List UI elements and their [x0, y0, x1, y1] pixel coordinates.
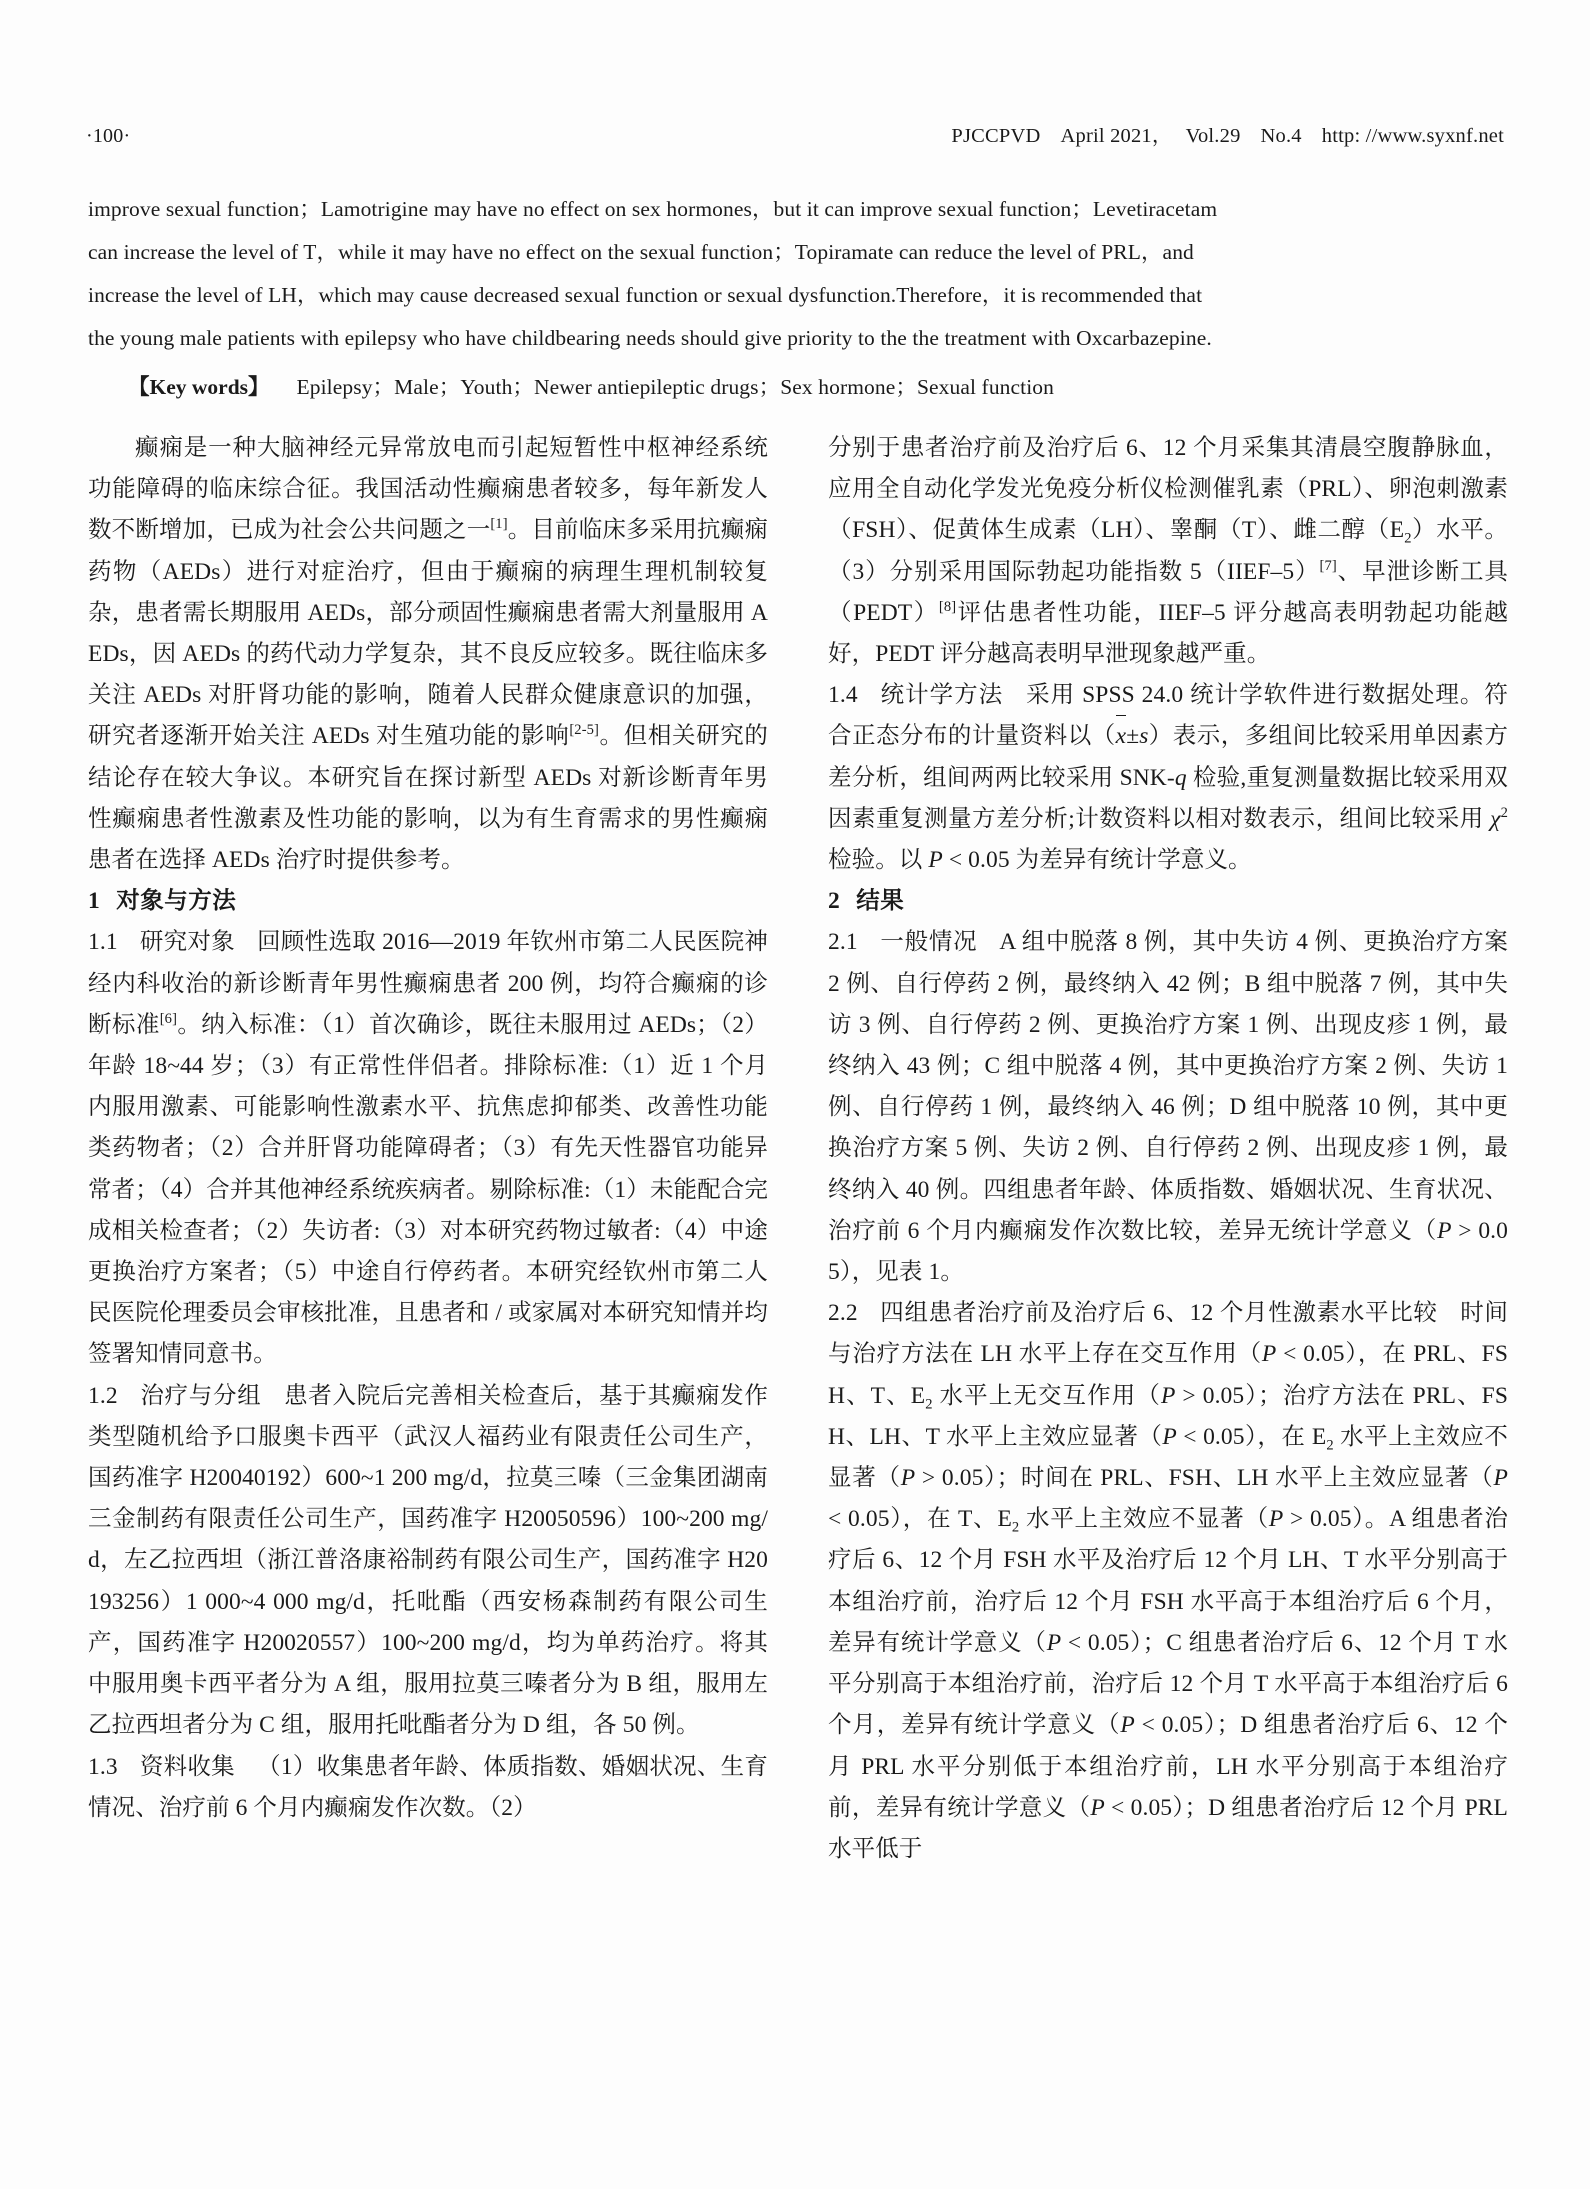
journal-citation-line	[951, 118, 1504, 148]
page-folio: ·100·	[86, 125, 131, 147]
p-symbol: P	[1261, 1341, 1277, 1368]
subsection-1-1	[88, 922, 768, 1375]
subsection-2-2	[828, 1293, 1508, 1870]
continued-methods-paragraph	[828, 428, 1508, 675]
subsection-2-1-number: 2.1	[828, 929, 858, 956]
subsection-2-1-title: 一般情况	[879, 929, 978, 956]
subsection-2-1-text: A 组中脱落 8 例，其中失访 4 例、更换治疗方案 2 例、自行停药 2 例，最终纳入 42 例；B 组中脱落 7 例，其中失访 3 例、自行停药 2 例、更换治疗方案 1 例、出现皮疹 1 例，最终纳入 43 例；C 组中脱落 4 例，其中更换治疗方案 2 例、失访 1 例、自行停药 1 例，最终纳入 46 例；D 组中脱落 10 例，其中更换治疗方案 5 例、失访 2 例、自行停药 2 例、出现皮疹 1 例，最终纳入 40 例。四组患者年龄、体质指数、婚姻状况、生育状况、治疗前 6 个月内癫痫发作次数比较，差异无统计学意义（P > 0.05），见表 1。	[828, 929, 1508, 1286]
issue-month-year: April 2021，	[1060, 125, 1173, 147]
reference-marker: [8]	[938, 598, 957, 615]
subsection-1-4-text-f: < 0.05 为差异有统计学意义。	[942, 847, 1252, 874]
volume-number: Vol.29	[1185, 125, 1241, 147]
p-symbol: P	[1160, 1382, 1176, 1409]
section-1-number: 1	[88, 888, 101, 915]
subscript-2: 2	[1326, 1437, 1334, 1454]
subscript-2: 2	[925, 1396, 933, 1413]
abstract-block	[88, 188, 1508, 409]
abstract-line-2: can increase the level of T，while it may have no effect on the sexual function；Topiramate can reduce the level of PRL，and	[88, 240, 1194, 264]
subsection-2-2-text: 时间与治疗方法在 LH 水平上存在交互作用（P < 0.05），在 PRL、FSH、T、$E_2$ 水平上无交互作用（P > 0.05）；治疗方法在 PRL、FSH、LH、T 水平上主效应显著（P < 0.05），在 $E_2$ 水平上主效应不显著（P > 0.05）；时间在 PRL、FSH、LH 水平上主效应显著（P < 0.05），在 T、$E_2$ 水平上主效应不显著（P > 0.05）。A 组患者治疗后 6、12 个月 FSH 水平及治疗后 12 个月 LH、T 水平分别高于本组治疗前，治疗后 12 个月 FSH 水平高于本组治疗后 6 个月，差异有统计学意义（P < 0.05）；C 组患者治疗后 6、12 个月 T 水平分别高于本组治疗前，治疗后 12 个月 T 水平高于本组治疗后 6 个月，差异有统计学意义（P < 0.05）；D 组患者治疗后 6、12 个月 PRL 水平分别低于本组治疗前，LH 水平分别高于本组治疗前，差异有统计学意义（P < 0.05）；D 组患者治疗后 12 个月 PRL 水平低于	[828, 1300, 1509, 1862]
keywords-label: 【Key words】	[128, 375, 270, 399]
reference-marker: [1]	[490, 516, 508, 533]
section-2-title: 结果	[856, 888, 905, 915]
p-symbol: P	[1268, 1506, 1284, 1533]
subsection-1-2-number: 1.2	[88, 1382, 118, 1409]
subsection-1-3	[88, 1747, 768, 1829]
p-symbol: P	[928, 847, 943, 874]
p-symbol: P	[1090, 1794, 1105, 1821]
s-symbol: s	[1139, 723, 1149, 750]
section-2-number: 2	[828, 888, 841, 915]
journal-abbreviation: PJCCPVD	[951, 125, 1041, 147]
p-symbol: P	[1437, 1217, 1452, 1244]
p-symbol: P	[1120, 1712, 1135, 1739]
subsection-1-4-number: 1.4	[828, 682, 858, 709]
reference-marker: [2-5]	[569, 722, 599, 739]
journal-url: http: //www.syxnf.net	[1321, 125, 1504, 147]
subsection-1-2-text: 患者入院后完善相关检查后，基于其癫痫发作类型随机给予口服奥卡西平（武汉人福药业有限责任公司生产，国药准字 H20040192）600~1 200 mg/d，拉莫三嗪（三金集团湖南三金制药有限责任公司生产，国药准字 H20050596）100~200 mg/d，左乙拉西坦（浙江普洛康裕制药有限公司生产，国药准字 H20193256）1 000~4 000 mg/d，托吡酯（西安杨森制药有限公司生产，国药准字 H20020557）100~200 mg/d，均为单药治疗。将其中服用奥卡西平者分为 A 组，服用拉莫三嗪者分为 B 组，服用左乙拉西坦者分为 C 组，服用托吡酯者分为 D 组，各 50 例。	[88, 1382, 769, 1739]
subsection-2-1	[828, 922, 1508, 1293]
subsection-1-1-title: 研究对象	[139, 929, 235, 956]
reference-marker: [7]	[1319, 557, 1337, 574]
subsection-2-2-number: 2.2	[828, 1300, 858, 1327]
p-symbol: P	[1493, 1465, 1508, 1492]
subsection-1-2	[88, 1376, 768, 1747]
right-column	[828, 428, 1508, 2128]
subsection-1-4-text-c: ）表示，多组间比较采用单因素方差分析，组间两两比较采用 SNK-	[828, 723, 1509, 791]
abstract-line-1: improve sexual function；Lamotrigine may have no effect on sex hormones，but it can improve sexual function；Levetiracetam	[88, 197, 1218, 221]
subsection-1-2-title: 治疗与分组	[139, 1382, 262, 1409]
intro-text: 癫痫是一种大脑神经元异常放电而引起短暂性中枢神经系统功能障碍的临床综合征。我国活动性癫痫患者较多，每年新发人数不断增加，已成为社会公共问题之一[1]。目前临床多采用抗癫痫药物（AEDs）进行对症治疗，但由于癫痫的病理生理机制较复杂，患者需长期服用 AEDs，部分顽固性癫痫患者需大剂量服用 AEDs，因 AEDs 的药代动力学复杂，其不良反应较多。既往临床多关注 AEDs 对肝肾功能的影响，随着人民群众健康意识的加强，研究者逐渐开始关注 AEDs 对生殖功能的影响[2-5]。但相关研究的结论存在较大争议。本研究旨在探讨新型 AEDs 对新诊断青年男性癫痫患者性激素及性功能的影响，以为有生育需求的男性癫痫患者在选择 AEDs 治疗时提供参考。	[88, 435, 768, 874]
q-symbol: q	[1174, 764, 1187, 791]
p-symbol: P	[1162, 1423, 1177, 1450]
continued-methods-text: 分别于患者治疗前及治疗后 6、12 个月采集其清晨空腹静脉血，应用全自动化学发光免疫分析仪检测催乳素（PRL）、卵泡刺激素（FSH）、促黄体生成素（LH）、睾酮（T）、雌二醇$(E_2)$水平。（3）分别采用国际勃起功能指数 5（IIEF–5）[7]、早泄诊断工具（PEDT）[8]评估患者性功能，IIEF–5 评分越高表明勃起功能越好，PEDT 评分越高表明早泄现象越严重。	[828, 435, 1509, 668]
subsection-1-1-text: 回顾性选取 2016—2019 年钦州市第二人民医院神经内科收治的新诊断青年男性癫痫患者 200 例，均符合癫痫的诊断标准[6]。纳入标准：（1）首次确诊，既往未服用过 AEDs；（2）年龄 18~44 岁；（3）有正常性伴侣者。排除标准:（1）近 1 个月内服用激素、可能影响性激素水平、抗焦虑抑郁类、改善性功能类药物者；（2）合并肝肾功能障碍者；（3）有先天性器官功能异常者；（4）合并其他神经系统疾病者。剔除标准:（1）未能配合完成相关检查者；（2）失访者:（3）对本研究药物过敏者:（4）中途更换治疗方案者；（5）中途自行停药者。本研究经钦州市第二人民医院伦理委员会审核批准，且患者和 / 或家属对本研究知情并均签署知情同意书。	[88, 929, 768, 1368]
intro-paragraph	[88, 428, 768, 881]
subsection-1-3-number: 1.3	[88, 1753, 118, 1780]
p-symbol: P	[900, 1465, 916, 1492]
keywords-text: Epilepsy；Male；Youth；Newer antiepileptic drugs；Sex hormone；Sexual function	[296, 375, 1055, 399]
body-columns	[88, 428, 1508, 2128]
subsection-1-4	[828, 675, 1508, 881]
keywords-line	[88, 366, 1508, 409]
subsection-1-4-text-e: 检验。以	[828, 847, 929, 874]
subsection-1-4-title: 统计学方法	[879, 682, 1004, 709]
section-1-title: 对象与方法	[116, 888, 237, 915]
running-head	[86, 118, 1504, 150]
section-heading-2	[828, 881, 1508, 922]
xbar-symbol: x	[1116, 716, 1127, 757]
subscript-2: 2	[1011, 1519, 1020, 1536]
reference-marker: [6]	[159, 1011, 178, 1028]
subsection-1-4-text-d: 检验,重复测量数据比较采用双因素重复测量方差分析;计数资料以相对数表示，组间比较采用	[828, 764, 1508, 832]
left-column	[88, 428, 768, 2128]
subsection-1-4-text-a: 采用 SPSS 24.0 统计学软件进行数据处理。符合正态分布的计量资料以（	[828, 682, 1508, 750]
issue-number: No.4	[1260, 125, 1302, 147]
p-symbol: P	[1046, 1629, 1062, 1656]
subsection-1-3-title: 资料收集	[139, 1753, 235, 1780]
subsection-1-1-number: 1.1	[88, 929, 118, 956]
plusminus-symbol: ±	[1126, 723, 1140, 750]
abstract-line-4: the young male patients with epilepsy who have childbearing needs should give priority to the the treatment with Oxcarbazepine.	[88, 326, 1212, 350]
subsection-2-2-title: 四组患者治疗前及治疗后 6、12 个月性激素水平比较	[879, 1300, 1438, 1327]
chi-symbol: χ	[1490, 805, 1501, 832]
abstract-line-3: increase the level of LH，which may cause decreased sexual function or sexual dysfunction.Therefore，it is recommended that	[88, 283, 1203, 307]
section-heading-1	[88, 881, 768, 922]
subsection-1-3-text: （1）收集患者年龄、体质指数、婚姻状况、生育情况、治疗前 6 个月内癫痫发作次数。（2）	[88, 1753, 768, 1821]
chi-square-exponent: 2	[1500, 805, 1508, 821]
subscript-2: 2	[1404, 531, 1412, 548]
